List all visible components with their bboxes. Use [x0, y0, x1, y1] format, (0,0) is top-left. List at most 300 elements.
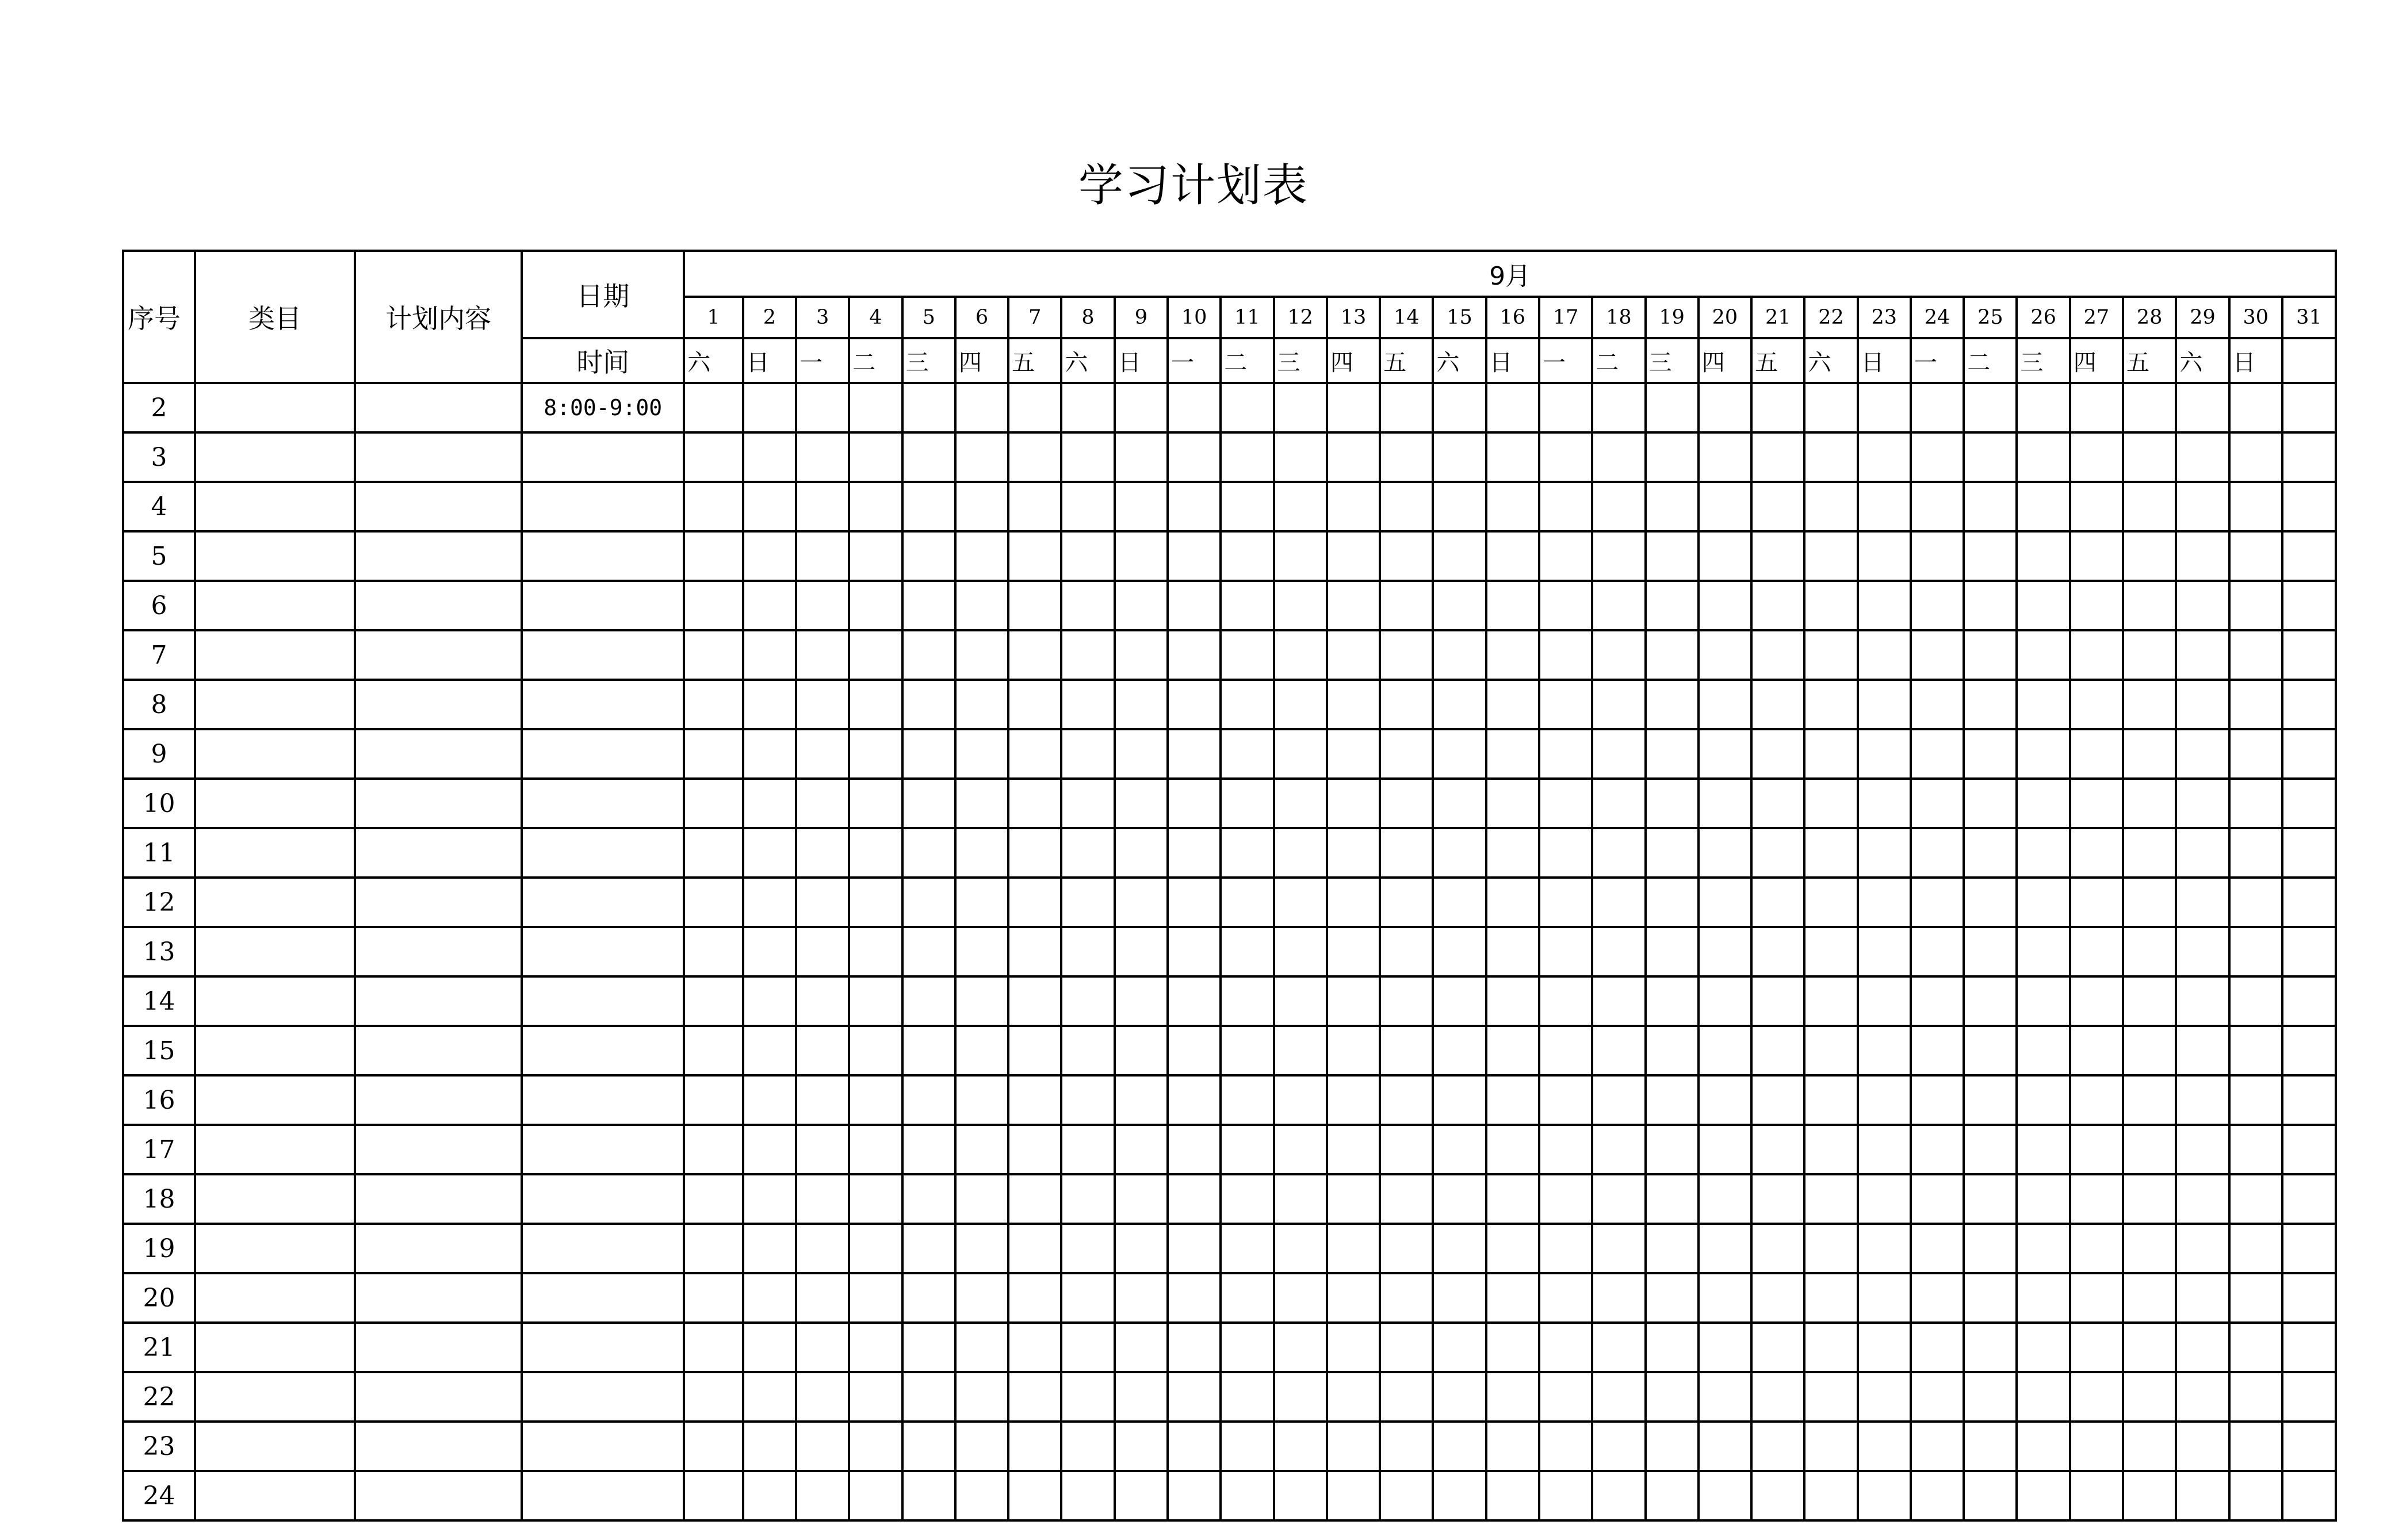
day-cell[interactable] — [2282, 878, 2336, 927]
row-time-cell[interactable] — [522, 878, 684, 927]
day-cell[interactable] — [902, 383, 955, 432]
day-cell[interactable] — [1433, 1422, 1486, 1471]
day-cell[interactable] — [1061, 828, 1114, 878]
day-cell[interactable] — [849, 680, 902, 729]
row-plan-cell[interactable] — [355, 1174, 522, 1224]
day-cell[interactable] — [1008, 729, 1061, 779]
day-cell[interactable] — [2070, 878, 2123, 927]
day-cell[interactable] — [1433, 779, 1486, 828]
day-cell[interactable] — [2070, 1075, 2123, 1125]
day-cell[interactable] — [1433, 976, 1486, 1026]
day-cell[interactable] — [684, 779, 743, 828]
day-cell[interactable] — [1486, 976, 1539, 1026]
day-cell[interactable] — [1061, 1372, 1114, 1422]
day-cell[interactable] — [1274, 1323, 1327, 1372]
day-cell[interactable] — [1327, 976, 1380, 1026]
row-time-cell[interactable] — [522, 680, 684, 729]
day-cell[interactable] — [1008, 1174, 1061, 1224]
day-cell[interactable] — [2123, 878, 2176, 927]
day-cell[interactable] — [1858, 630, 1911, 680]
day-cell[interactable] — [1008, 1125, 1061, 1174]
day-cell[interactable] — [1274, 828, 1327, 878]
day-cell[interactable] — [2229, 1174, 2282, 1224]
day-cell[interactable] — [1646, 581, 1699, 630]
day-cell[interactable] — [1115, 383, 1168, 432]
day-cell[interactable] — [1274, 1125, 1327, 1174]
day-cell[interactable] — [1486, 482, 1539, 531]
day-cell[interactable] — [796, 1125, 849, 1174]
row-plan-cell[interactable] — [355, 1125, 522, 1174]
day-cell[interactable] — [902, 976, 955, 1026]
day-cell[interactable] — [1646, 1075, 1699, 1125]
day-cell[interactable] — [849, 1174, 902, 1224]
day-cell[interactable] — [1433, 1224, 1486, 1273]
day-cell[interactable] — [1274, 1273, 1327, 1323]
day-cell[interactable] — [1751, 828, 1804, 878]
day-cell[interactable] — [1221, 927, 1273, 976]
row-plan-cell[interactable] — [355, 630, 522, 680]
day-cell[interactable] — [1539, 927, 1592, 976]
day-cell[interactable] — [684, 729, 743, 779]
row-category-cell[interactable] — [195, 680, 355, 729]
day-cell[interactable] — [1115, 1273, 1168, 1323]
day-cell[interactable] — [849, 432, 902, 482]
row-time-cell[interactable] — [522, 729, 684, 779]
day-cell[interactable] — [1699, 1323, 1751, 1372]
row-plan-cell[interactable] — [355, 1372, 522, 1422]
day-cell[interactable] — [1646, 432, 1699, 482]
day-cell[interactable] — [1539, 1471, 1592, 1520]
day-cell[interactable] — [1699, 1273, 1751, 1323]
day-cell[interactable] — [2229, 976, 2282, 1026]
day-cell[interactable] — [1433, 1075, 1486, 1125]
day-cell[interactable] — [1115, 680, 1168, 729]
day-cell[interactable] — [1486, 432, 1539, 482]
day-cell[interactable] — [849, 1125, 902, 1174]
day-cell[interactable] — [2229, 1273, 2282, 1323]
day-cell[interactable] — [2176, 1273, 2229, 1323]
day-cell[interactable] — [1699, 383, 1751, 432]
day-cell[interactable] — [684, 680, 743, 729]
day-cell[interactable] — [743, 729, 796, 779]
day-cell[interactable] — [902, 1323, 955, 1372]
day-cell[interactable] — [1221, 383, 1273, 432]
day-cell[interactable] — [1274, 927, 1327, 976]
day-cell[interactable] — [1804, 779, 1857, 828]
day-cell[interactable] — [1380, 1026, 1433, 1075]
day-cell[interactable] — [2017, 482, 2070, 531]
day-cell[interactable] — [1221, 1323, 1273, 1372]
day-cell[interactable] — [955, 1224, 1008, 1273]
day-cell[interactable] — [1274, 878, 1327, 927]
day-cell[interactable] — [1486, 1471, 1539, 1520]
day-cell[interactable] — [1327, 1372, 1380, 1422]
day-cell[interactable] — [1433, 531, 1486, 581]
day-cell[interactable] — [1327, 1026, 1380, 1075]
row-category-cell[interactable] — [195, 1125, 355, 1174]
day-cell[interactable] — [1115, 976, 1168, 1026]
day-cell[interactable] — [1486, 531, 1539, 581]
day-cell[interactable] — [1061, 1422, 1114, 1471]
day-cell[interactable] — [2017, 1273, 2070, 1323]
day-cell[interactable] — [902, 680, 955, 729]
day-cell[interactable] — [1751, 878, 1804, 927]
day-cell[interactable] — [2070, 1422, 2123, 1471]
day-cell[interactable] — [796, 1026, 849, 1075]
day-cell[interactable] — [1539, 729, 1592, 779]
day-cell[interactable] — [1380, 729, 1433, 779]
day-cell[interactable] — [1699, 680, 1751, 729]
day-cell[interactable] — [1539, 680, 1592, 729]
day-cell[interactable] — [2123, 1075, 2176, 1125]
day-cell[interactable] — [1911, 828, 1964, 878]
day-cell[interactable] — [1433, 729, 1486, 779]
day-cell[interactable] — [902, 482, 955, 531]
day-cell[interactable] — [955, 482, 1008, 531]
day-cell[interactable] — [1964, 1273, 2017, 1323]
day-cell[interactable] — [2070, 432, 2123, 482]
day-cell[interactable] — [796, 1075, 849, 1125]
day-cell[interactable] — [902, 729, 955, 779]
day-cell[interactable] — [1061, 878, 1114, 927]
row-time-cell[interactable]: 8:00-9:00 — [522, 383, 684, 432]
day-cell[interactable] — [1221, 1125, 1273, 1174]
day-cell[interactable] — [2176, 976, 2229, 1026]
day-cell[interactable] — [1592, 976, 1645, 1026]
day-cell[interactable] — [1486, 1174, 1539, 1224]
day-cell[interactable] — [955, 531, 1008, 581]
day-cell[interactable] — [1911, 1273, 1964, 1323]
day-cell[interactable] — [902, 1075, 955, 1125]
day-cell[interactable] — [2282, 927, 2336, 976]
day-cell[interactable] — [1168, 1372, 1221, 1422]
day-cell[interactable] — [1964, 1224, 2017, 1273]
day-cell[interactable] — [796, 482, 849, 531]
day-cell[interactable] — [1433, 878, 1486, 927]
day-cell[interactable] — [796, 1224, 849, 1273]
day-cell[interactable] — [1168, 1323, 1221, 1372]
day-cell[interactable] — [2070, 581, 2123, 630]
day-cell[interactable] — [2229, 729, 2282, 779]
day-cell[interactable] — [2017, 976, 2070, 1026]
day-cell[interactable] — [1539, 432, 1592, 482]
day-cell[interactable] — [1274, 581, 1327, 630]
day-cell[interactable] — [955, 1372, 1008, 1422]
day-cell[interactable] — [1380, 1422, 1433, 1471]
day-cell[interactable] — [1274, 1224, 1327, 1273]
day-cell[interactable] — [1115, 1026, 1168, 1075]
day-cell[interactable] — [1751, 1026, 1804, 1075]
day-cell[interactable] — [1115, 878, 1168, 927]
day-cell[interactable] — [1061, 680, 1114, 729]
day-cell[interactable] — [2070, 1174, 2123, 1224]
day-cell[interactable] — [1274, 630, 1327, 680]
day-cell[interactable] — [1221, 482, 1273, 531]
day-cell[interactable] — [743, 1075, 796, 1125]
day-cell[interactable] — [2282, 1224, 2336, 1273]
day-cell[interactable] — [1168, 1224, 1221, 1273]
day-cell[interactable] — [1646, 927, 1699, 976]
day-cell[interactable] — [1592, 383, 1645, 432]
row-time-cell[interactable] — [522, 531, 684, 581]
day-cell[interactable] — [902, 1471, 955, 1520]
day-cell[interactable] — [1592, 1471, 1645, 1520]
day-cell[interactable] — [1380, 1075, 1433, 1125]
day-cell[interactable] — [1911, 630, 1964, 680]
day-cell[interactable] — [743, 976, 796, 1026]
day-cell[interactable] — [1327, 1323, 1380, 1372]
day-cell[interactable] — [1964, 1372, 2017, 1422]
day-cell[interactable] — [1168, 482, 1221, 531]
day-cell[interactable] — [1221, 1174, 1273, 1224]
day-cell[interactable] — [1964, 1471, 2017, 1520]
row-plan-cell[interactable] — [355, 779, 522, 828]
day-cell[interactable] — [849, 878, 902, 927]
row-category-cell[interactable] — [195, 828, 355, 878]
day-cell[interactable] — [2017, 581, 2070, 630]
day-cell[interactable] — [1858, 1323, 1911, 1372]
day-cell[interactable] — [1964, 729, 2017, 779]
day-cell[interactable] — [1168, 1422, 1221, 1471]
day-cell[interactable] — [2017, 927, 2070, 976]
row-category-cell[interactable] — [195, 1422, 355, 1471]
day-cell[interactable] — [2229, 1125, 2282, 1174]
day-cell[interactable] — [1646, 1372, 1699, 1422]
day-cell[interactable] — [2070, 927, 2123, 976]
day-cell[interactable] — [1168, 680, 1221, 729]
day-cell[interactable] — [2176, 878, 2229, 927]
day-cell[interactable] — [743, 927, 796, 976]
day-cell[interactable] — [2282, 383, 2336, 432]
day-cell[interactable] — [849, 976, 902, 1026]
day-cell[interactable] — [796, 630, 849, 680]
day-cell[interactable] — [1221, 630, 1273, 680]
day-cell[interactable] — [2176, 1422, 2229, 1471]
day-cell[interactable] — [1858, 927, 1911, 976]
day-cell[interactable] — [1592, 482, 1645, 531]
day-cell[interactable] — [1539, 581, 1592, 630]
day-cell[interactable] — [1964, 432, 2017, 482]
day-cell[interactable] — [849, 531, 902, 581]
day-cell[interactable] — [1168, 1026, 1221, 1075]
day-cell[interactable] — [796, 1471, 849, 1520]
day-cell[interactable] — [684, 1323, 743, 1372]
day-cell[interactable] — [1008, 1471, 1061, 1520]
day-cell[interactable] — [684, 976, 743, 1026]
day-cell[interactable] — [1592, 1224, 1645, 1273]
day-cell[interactable] — [1008, 531, 1061, 581]
day-cell[interactable] — [1274, 680, 1327, 729]
day-cell[interactable] — [1433, 432, 1486, 482]
day-cell[interactable] — [1804, 383, 1857, 432]
day-cell[interactable] — [1168, 828, 1221, 878]
day-cell[interactable] — [1327, 432, 1380, 482]
day-cell[interactable] — [1911, 1026, 1964, 1075]
day-cell[interactable] — [1646, 1323, 1699, 1372]
day-cell[interactable] — [1911, 1075, 1964, 1125]
day-cell[interactable] — [1433, 1372, 1486, 1422]
row-category-cell[interactable] — [195, 1075, 355, 1125]
day-cell[interactable] — [1858, 581, 1911, 630]
day-cell[interactable] — [1327, 1273, 1380, 1323]
day-cell[interactable] — [2229, 1422, 2282, 1471]
day-cell[interactable] — [2123, 1224, 2176, 1273]
day-cell[interactable] — [2176, 1372, 2229, 1422]
day-cell[interactable] — [1168, 976, 1221, 1026]
day-cell[interactable] — [1804, 1323, 1857, 1372]
day-cell[interactable] — [1911, 1174, 1964, 1224]
day-cell[interactable] — [1699, 1422, 1751, 1471]
day-cell[interactable] — [1964, 1125, 2017, 1174]
day-cell[interactable] — [1327, 630, 1380, 680]
row-plan-cell[interactable] — [355, 1323, 522, 1372]
day-cell[interactable] — [1646, 878, 1699, 927]
day-cell[interactable] — [1539, 828, 1592, 878]
day-cell[interactable] — [1486, 1372, 1539, 1422]
day-cell[interactable] — [796, 680, 849, 729]
day-cell[interactable] — [902, 1273, 955, 1323]
day-cell[interactable] — [1061, 1323, 1114, 1372]
day-cell[interactable] — [902, 1422, 955, 1471]
day-cell[interactable] — [2017, 1224, 2070, 1273]
day-cell[interactable] — [796, 383, 849, 432]
day-cell[interactable] — [1646, 531, 1699, 581]
day-cell[interactable] — [1911, 729, 1964, 779]
day-cell[interactable] — [1964, 927, 2017, 976]
day-cell[interactable] — [2229, 680, 2282, 729]
day-cell[interactable] — [1433, 828, 1486, 878]
day-cell[interactable] — [1327, 531, 1380, 581]
day-cell[interactable] — [1804, 1075, 1857, 1125]
day-cell[interactable] — [1751, 1075, 1804, 1125]
day-cell[interactable] — [2282, 482, 2336, 531]
day-cell[interactable] — [1539, 1372, 1592, 1422]
day-cell[interactable] — [1804, 1026, 1857, 1075]
day-cell[interactable] — [1061, 976, 1114, 1026]
day-cell[interactable] — [1858, 1125, 1911, 1174]
row-category-cell[interactable] — [195, 482, 355, 531]
day-cell[interactable] — [1751, 680, 1804, 729]
row-category-cell[interactable] — [195, 1026, 355, 1075]
day-cell[interactable] — [2123, 1372, 2176, 1422]
day-cell[interactable] — [1168, 1471, 1221, 1520]
day-cell[interactable] — [955, 432, 1008, 482]
day-cell[interactable] — [684, 1422, 743, 1471]
day-cell[interactable] — [684, 432, 743, 482]
day-cell[interactable] — [2123, 680, 2176, 729]
day-cell[interactable] — [1327, 1174, 1380, 1224]
day-cell[interactable] — [849, 581, 902, 630]
day-cell[interactable] — [1274, 1075, 1327, 1125]
day-cell[interactable] — [849, 1471, 902, 1520]
day-cell[interactable] — [1539, 482, 1592, 531]
day-cell[interactable] — [1646, 729, 1699, 779]
day-cell[interactable] — [2017, 779, 2070, 828]
day-cell[interactable] — [2017, 1026, 2070, 1075]
day-cell[interactable] — [1168, 779, 1221, 828]
day-cell[interactable] — [1592, 1323, 1645, 1372]
day-cell[interactable] — [1380, 878, 1433, 927]
row-category-cell[interactable] — [195, 1174, 355, 1224]
day-cell[interactable] — [849, 1372, 902, 1422]
day-cell[interactable] — [1592, 779, 1645, 828]
day-cell[interactable] — [1964, 779, 2017, 828]
day-cell[interactable] — [1380, 383, 1433, 432]
day-cell[interactable] — [743, 1471, 796, 1520]
day-cell[interactable] — [955, 828, 1008, 878]
day-cell[interactable] — [1964, 680, 2017, 729]
row-time-cell[interactable] — [522, 927, 684, 976]
day-cell[interactable] — [743, 630, 796, 680]
day-cell[interactable] — [743, 432, 796, 482]
day-cell[interactable] — [955, 1075, 1008, 1125]
day-cell[interactable] — [1008, 482, 1061, 531]
day-cell[interactable] — [1539, 878, 1592, 927]
day-cell[interactable] — [1380, 581, 1433, 630]
day-cell[interactable] — [2229, 581, 2282, 630]
day-cell[interactable] — [2282, 1026, 2336, 1075]
day-cell[interactable] — [1274, 1471, 1327, 1520]
day-cell[interactable] — [955, 1174, 1008, 1224]
day-cell[interactable] — [2070, 1125, 2123, 1174]
day-cell[interactable] — [2282, 1422, 2336, 1471]
day-cell[interactable] — [684, 1224, 743, 1273]
row-plan-cell[interactable] — [355, 1026, 522, 1075]
day-cell[interactable] — [955, 1471, 1008, 1520]
day-cell[interactable] — [796, 581, 849, 630]
day-cell[interactable] — [1327, 1224, 1380, 1273]
day-cell[interactable] — [2282, 1323, 2336, 1372]
day-cell[interactable] — [1221, 729, 1273, 779]
day-cell[interactable] — [1751, 1174, 1804, 1224]
day-cell[interactable] — [1221, 432, 1273, 482]
day-cell[interactable] — [1061, 531, 1114, 581]
day-cell[interactable] — [1168, 432, 1221, 482]
row-category-cell[interactable] — [195, 630, 355, 680]
day-cell[interactable] — [1858, 1075, 1911, 1125]
day-cell[interactable] — [955, 976, 1008, 1026]
day-cell[interactable] — [902, 531, 955, 581]
day-cell[interactable] — [1008, 828, 1061, 878]
day-cell[interactable] — [1380, 1125, 1433, 1174]
day-cell[interactable] — [1539, 1224, 1592, 1273]
day-cell[interactable] — [1964, 1323, 2017, 1372]
row-time-cell[interactable] — [522, 1026, 684, 1075]
day-cell[interactable] — [743, 779, 796, 828]
row-plan-cell[interactable] — [355, 927, 522, 976]
day-cell[interactable] — [743, 680, 796, 729]
day-cell[interactable] — [743, 1273, 796, 1323]
day-cell[interactable] — [2176, 1125, 2229, 1174]
day-cell[interactable] — [1858, 1372, 1911, 1422]
day-cell[interactable] — [1699, 828, 1751, 878]
day-cell[interactable] — [1221, 1075, 1273, 1125]
day-cell[interactable] — [955, 729, 1008, 779]
row-time-cell[interactable] — [522, 630, 684, 680]
day-cell[interactable] — [1804, 531, 1857, 581]
row-time-cell[interactable] — [522, 432, 684, 482]
day-cell[interactable] — [1168, 1273, 1221, 1323]
day-cell[interactable] — [2229, 1075, 2282, 1125]
day-cell[interactable] — [1008, 1026, 1061, 1075]
day-cell[interactable] — [2070, 630, 2123, 680]
day-cell[interactable] — [796, 1323, 849, 1372]
day-cell[interactable] — [1964, 531, 2017, 581]
day-cell[interactable] — [2070, 383, 2123, 432]
day-cell[interactable] — [1964, 630, 2017, 680]
day-cell[interactable] — [1751, 779, 1804, 828]
day-cell[interactable] — [1008, 779, 1061, 828]
